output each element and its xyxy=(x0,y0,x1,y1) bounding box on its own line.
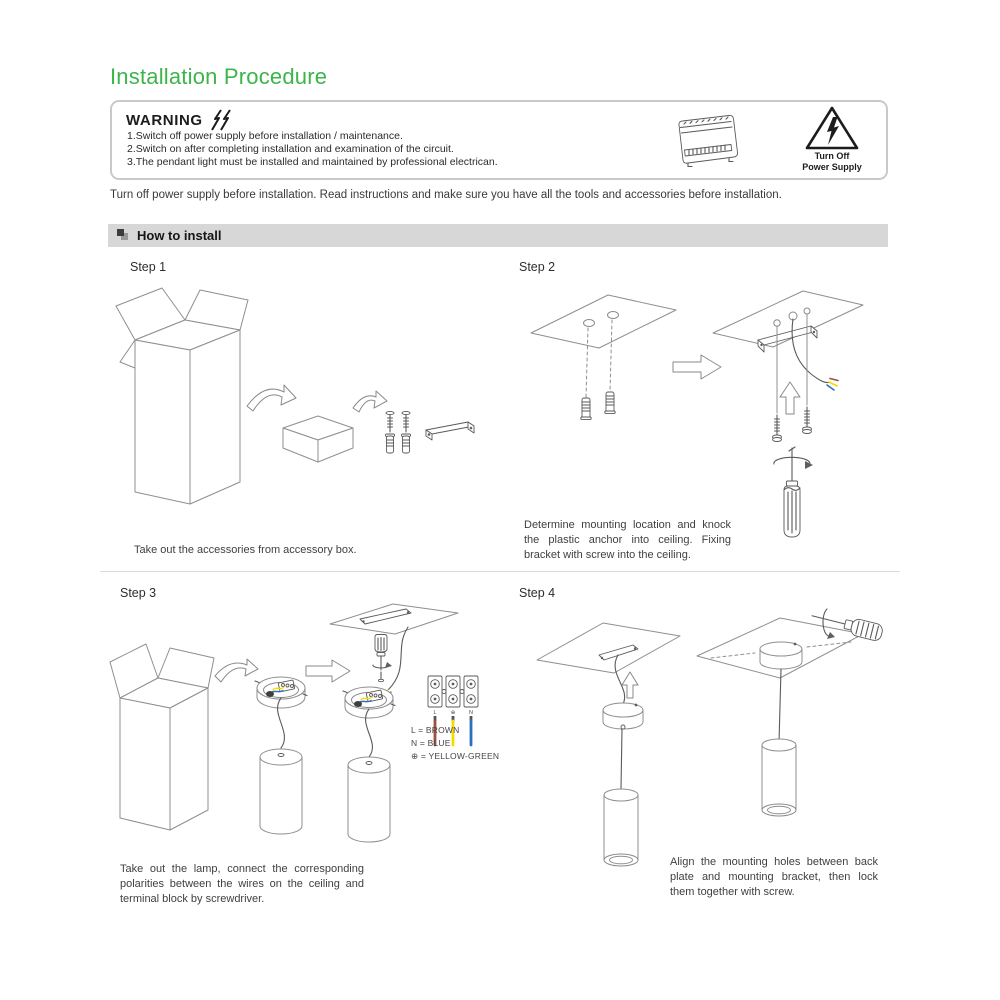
warning-item-1: 1.Switch off power supply before installation / maintenance. xyxy=(127,130,403,142)
back-plate-canopy xyxy=(603,703,643,729)
lightning-icon xyxy=(208,109,234,131)
ceiling-panel-with-bracket xyxy=(713,291,863,352)
right-arrow xyxy=(306,660,350,682)
squares-icon xyxy=(117,229,130,242)
terminal-label-l: L xyxy=(433,710,437,716)
ceiling-wire xyxy=(615,655,625,704)
warning-list xyxy=(127,130,498,169)
step3-caption: Take out the lamp, connect the corresponding polarities between the wires on the ceiling and terminal block by screwdriver. xyxy=(120,863,364,905)
pendant-cylinder xyxy=(604,789,638,866)
step3-label: Step 3 xyxy=(120,586,157,600)
breaker-box-icon xyxy=(672,110,744,172)
right-arrow xyxy=(673,355,721,379)
screw-icon xyxy=(386,411,410,432)
step1-illustration xyxy=(110,282,480,544)
accessory-box xyxy=(283,416,353,462)
terminal-label-earth: ⊕ xyxy=(450,710,456,716)
screwdriver-icon xyxy=(373,635,392,682)
carton-box xyxy=(116,288,248,504)
lamp-cylinder xyxy=(348,757,390,842)
curved-arrow xyxy=(353,391,387,412)
lamp-cylinder xyxy=(260,749,302,834)
warning-panel xyxy=(110,100,888,180)
divider xyxy=(100,571,900,572)
ceiling-panel-with-bracket xyxy=(330,604,458,634)
legend-blue: N = BLUE xyxy=(411,737,451,748)
up-arrow xyxy=(780,382,800,414)
step1-label: Step 1 xyxy=(130,260,167,274)
warning-header xyxy=(126,109,234,131)
step2-illustration xyxy=(505,278,895,548)
page-title: Installation Procedure xyxy=(110,64,328,89)
step4-label: Step 4 xyxy=(519,586,556,600)
ceiling-panel-with-bracket xyxy=(537,623,680,673)
canopy-with-terminal xyxy=(255,677,307,708)
ceiling-panel xyxy=(531,295,676,348)
step2-label: Step 2 xyxy=(519,260,556,274)
screwdriver-icon xyxy=(774,447,813,537)
carton-box xyxy=(110,644,214,830)
screwdriver-icon xyxy=(810,608,884,642)
legend-yellow-green: ⊕ = YELLOW-GREEN xyxy=(411,750,500,761)
intro-text: Turn off power supply before installation. Read instructions and make sure you have all the tools and accessories before installation. xyxy=(110,189,782,201)
rotation-arrow xyxy=(823,609,832,636)
pendant-cylinder xyxy=(762,739,796,816)
warning-item-2: 2.Switch on after completing installation and examination of the circuit. xyxy=(127,143,454,155)
canopy-with-terminal xyxy=(343,687,395,718)
curved-arrow xyxy=(247,385,296,411)
mounted-canopy xyxy=(760,642,802,669)
hazard-label-line2: Power Supply xyxy=(802,161,862,172)
legend-brown: L = BROWN xyxy=(411,725,460,735)
terminal-label-n: N xyxy=(469,710,473,716)
warning-item-3: 3.The pendant light must be installed and maintained by professional electrican. xyxy=(127,156,498,168)
wire-color-legend xyxy=(411,724,499,762)
step4-illustration xyxy=(515,598,900,872)
bracket-icon xyxy=(426,422,474,440)
hazard-sign xyxy=(776,105,888,172)
anchor-icon xyxy=(386,434,411,453)
warning-heading: WARNING xyxy=(126,111,203,129)
section-header xyxy=(108,224,888,247)
ceiling-wire xyxy=(388,627,408,690)
step4-caption: Align the mounting holes between back plate and mounting bracket, then lock them together with screw. xyxy=(670,856,878,898)
step2-caption: Determine mounting location and knock the plastic anchor into ceiling. Fixing bracket with screw into the ceiling. xyxy=(524,519,731,561)
curved-arrow xyxy=(215,659,258,682)
step1-caption: Take out the accessories from accessory box. xyxy=(134,544,357,556)
section-heading: How to install xyxy=(137,228,222,243)
high-voltage-icon xyxy=(804,105,860,151)
hazard-label-line1: Turn Off xyxy=(814,151,850,161)
